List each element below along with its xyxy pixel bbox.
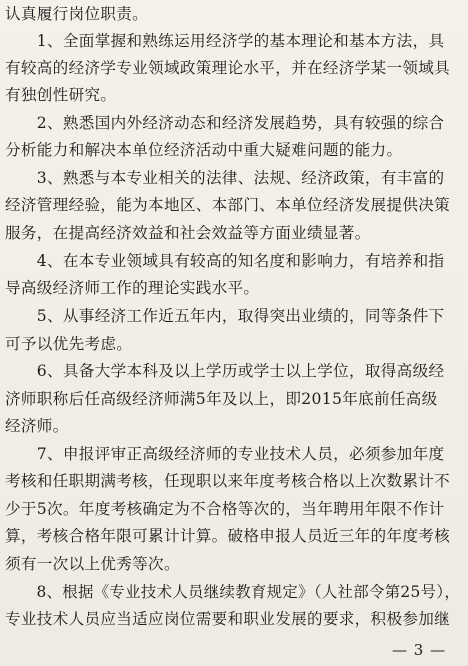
text-line: 1、全面掌握和熟练运用经济学的基本理论和基本方法，具 (5, 32, 445, 50)
text-line: 分析能力和解决本单位经济活动中重大疑难问题的能力。 (5, 141, 403, 159)
text-line: 服务，在提高经济效益和社会效益等方面业绩显著。 (5, 224, 371, 242)
text-line: 4、在本专业领域具有较高的知名度和影响力，有培养和指 (5, 252, 445, 270)
text-line: 经济师。 (5, 417, 69, 435)
text-line: 6、具备大学本科及以上学历或学士以上学位，取得高级经 (5, 362, 445, 380)
text-line: 8、根据《专业技术人员继续教育规定》（人社部令第25号）， (5, 583, 461, 601)
text-line: 须有一次以上优秀等次。 (5, 555, 180, 573)
text-line: 经济管理经验，能为本地区、本部门、本单位经济发展提供决策 (5, 196, 451, 214)
text-line: 少于5次。年度考核确定为不合格等次的，当年聘用年限不作计 (5, 500, 445, 518)
text-line: 可予以优先考虑。 (5, 335, 133, 353)
text-line: 认真履行岗位职责。 (5, 5, 149, 23)
text-line: 导高级经济师工作的理论实践水平。 (5, 279, 260, 297)
text-line: 有独创性研究。 (5, 86, 117, 104)
text-line: 专业技术人员应当适应岗位需要和职业发展的要求，积极参加继 (5, 610, 451, 628)
text-line: 3、熟悉与本专业相关的法律、法规、经济政策，有丰富的 (5, 169, 445, 187)
text-line: 5、从事经济工作近五年内，取得突出业绩的，同等条件下 (5, 307, 445, 325)
text-line: 济师职称后任高级经济师满5年及以上，即2015年底前任高级 (5, 390, 438, 408)
text-line: 有较高的经济学专业领域政策理论水平，并在经济学某一领域具 (5, 59, 451, 77)
text-line: 2、熟悉国内外经济动态和经济发展趋势，具有较强的综合 (5, 114, 445, 132)
text-line: 7、申报评审正高级经济师的专业技术人员，必须参加年度 (5, 445, 445, 463)
text-line: 算，考核合格年限可累计计算。破格申报人员近三年的年度考核 (5, 527, 451, 545)
page-number: — 3 — (392, 641, 447, 659)
text-line: 考核和任职期满考核，任现职以来年度考核合格以上次数累计不 (5, 472, 451, 490)
